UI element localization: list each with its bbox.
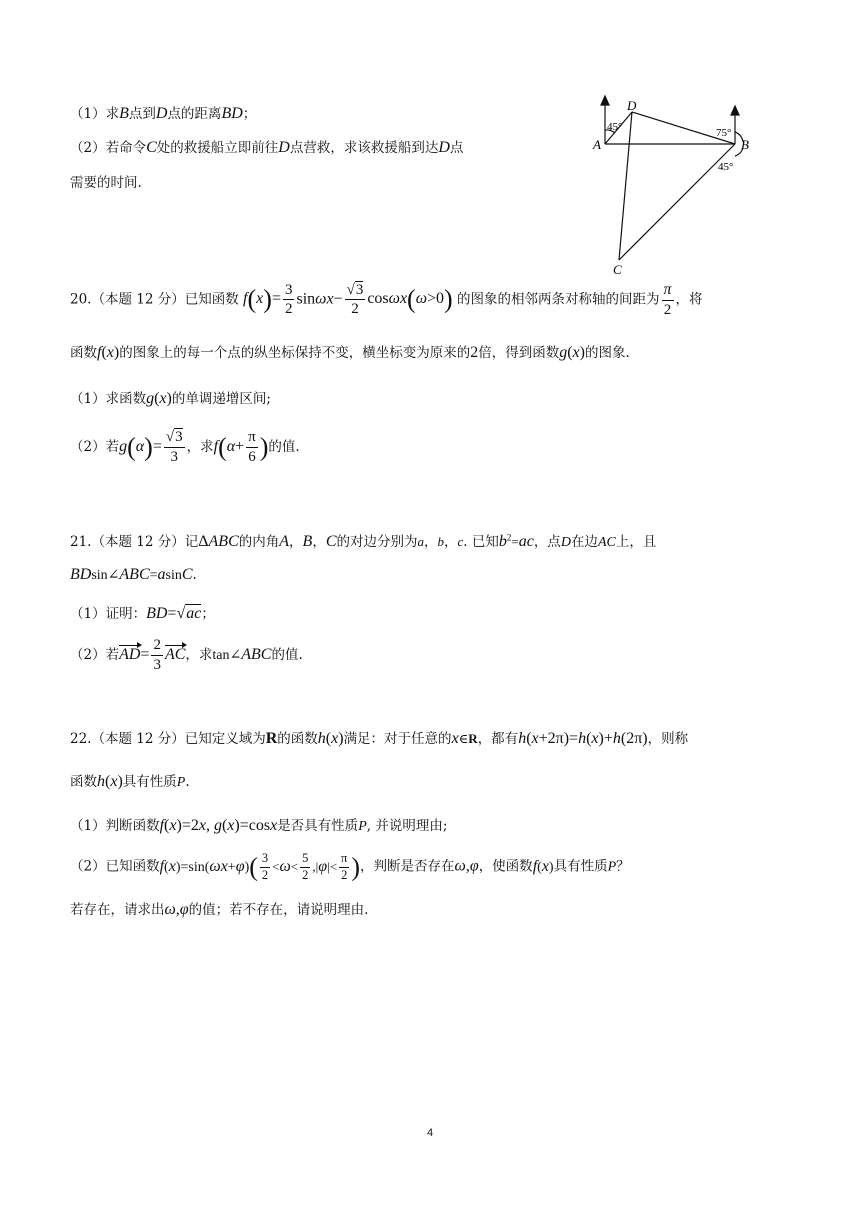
text: 20.（本题 12 分）已知函数 [70,291,239,308]
text: ， [312,534,326,550]
q20-line2: 函数f(x)的图象上的每一个点的纵坐标保持不变，横坐标变为原来的2倍，得到函数g(x)的图象. [70,344,630,361]
text: 的值. [271,646,303,663]
text: （2）若命令 [70,140,147,156]
q21-part2: （2）若AD= $\frac{2}{3}$ AC，求tan∠ABC的值. [70,637,303,673]
q21-line1: 21.（本题 12 分）记ΔABC的内角A，B，C的对边分别为a，b，c. 已知$b^2=ac$，点D在边AC上，且 [70,532,657,550]
text: ，点 [533,534,561,550]
text: 在边 [570,534,598,550]
text: 点到 [128,106,156,122]
text: （2）已知函数 [70,858,160,875]
text: 函数 [70,345,97,361]
text: 点 [449,140,464,156]
page-number: 4 [426,1127,434,1139]
text: 具有性质 [122,774,177,790]
angle-B-bottom-label: 45° [718,161,734,173]
text: ，判断是否存在 [360,858,455,875]
q22-line3: 若存在，请求出ω,φ的值；若不存在，请说明理由. [70,901,369,918]
text: 满足：对于任意的 [343,731,452,747]
angle-B-top-label: 75° [716,127,732,139]
text: ， [289,534,303,550]
text: 的值. [268,438,300,455]
text: 上，且 [615,534,657,550]
q20-part1: （1）求函数g(x)的单调递增区间; [70,390,271,407]
text: 的内角 [238,534,280,550]
text: ； [201,606,215,622]
q22-part1: （1）判断函数f(x)=2x, g(x)=cosx是否具有性质P, 并说明理由; [70,817,448,834]
text: R [265,730,278,747]
text: 倍，得到函数 [478,345,560,361]
text: （2）若 [70,438,120,455]
text: 21.（本题 12 分）记 [70,534,199,550]
text: （2）若 [70,646,120,663]
text: 2 [470,344,479,361]
text: ， [423,534,438,550]
text: 的单调递增区间; [171,391,271,407]
text: . [192,567,197,583]
text: 若存在，请求出 [70,902,165,918]
text: . 已知 [463,534,499,550]
text: 函数 [70,774,97,790]
q19-part1: （1）求B点到D点的距离BD； [70,105,257,122]
q19-part2-cont: 需要的时间. [70,175,142,191]
text: 点的距离 [167,106,222,122]
text: 的图象上的每一个点的纵坐标保持不变，横坐标变为原来的 [119,345,471,361]
q22-line2: 函数h(x)具有性质P. [70,773,190,790]
text: （1）判断函数 [70,818,160,834]
text: ？ [616,858,630,875]
text: ，都有 [477,731,519,747]
text: 的函数 [277,731,318,747]
label-D: D [627,98,637,113]
q21-part1: （1）证明：BD=√ac； [70,605,215,622]
text: ，使函数 [478,858,533,875]
label-B: B [741,137,749,152]
q21-line2: BDsin∠ABC=asinC. [70,566,197,583]
text: ； [242,106,257,122]
text: , 并说明理由; [366,818,448,834]
label-A: A [593,137,601,152]
text: 的值；若不存在，请说明理由. [188,902,369,918]
angle-A-label: 45° [607,121,623,133]
q20-line1: 20.（本题 12 分）已知函数 f(x)= $\frac{3}{2}$ sinωx− $\frac{√3}{2}$ cosωx(ω>0) 的图象的相邻两条对称轴的间距为 $\frac{\pi}{2}$ ，将 [70,281,703,318]
text: （1）求 [70,106,120,122]
text: ，求 [186,438,214,455]
text: 的对边分别为 [336,534,418,550]
q20-part2: （2）若g(α)= $\frac{√3}{3}$ ，求f(α+ $\frac{\pi}{6}$ )的值. [70,429,300,465]
text: 22.（本题 12 分）已知定义域为 [70,731,266,747]
label-C: C [613,262,622,277]
text: 的图象. [584,345,630,361]
text: . [185,774,190,790]
text: 处的救援船立即前往 [156,140,279,156]
text: 是否具有性质 [277,818,359,834]
q22-part2: （2）已知函数f(x)=sin(ωx+φ)( $\frac{3}{2}$ <ω< $\frac{5}{2}$ ,|φ|< $\frac{\pi}{2}$ )，判断是否存在ω,φ，使函数f(x)具有性质P？ [70,851,630,882]
text: （1）证明： [70,606,147,622]
q22-line1: 22.（本题 12 分）已知定义域为R的函数h(x)满足：对于任意的x∈R，都有h(x+2π)=h(x)+h(2π)，则称 [70,730,689,747]
text: ，将 [675,291,703,308]
text: 点营救，求该救援船到达 [289,140,439,156]
text: 的图象的相邻两条对称轴的间距为 [457,291,660,308]
text: ， [443,534,458,550]
text: ，求 [185,646,213,663]
q19-part2: （2）若命令C处的救援船立即前往D点营救，求该救援船到达D点 [70,139,464,156]
rescue-diagram [585,92,775,282]
text: ，则称 [647,731,689,747]
text: （1）求函数 [70,391,147,407]
text: 具有性质 [553,858,608,875]
